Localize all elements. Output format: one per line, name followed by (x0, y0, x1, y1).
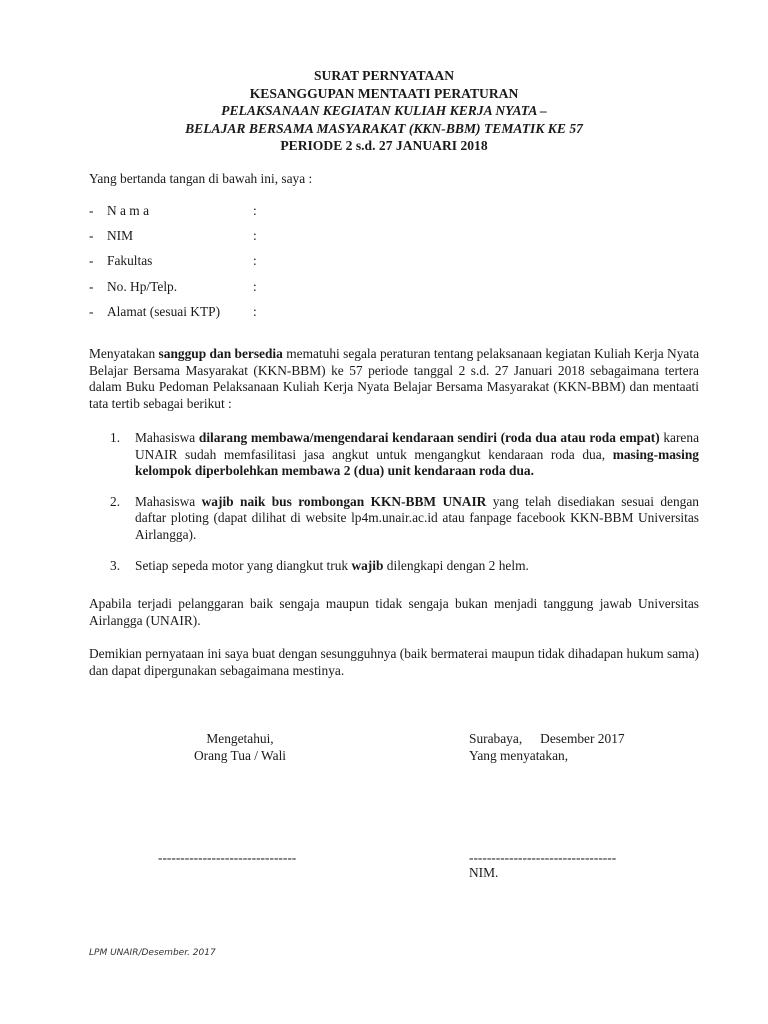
field-label: N a m a (107, 203, 150, 218)
city-label: Surabaya, (469, 731, 523, 746)
title-line-5: PERIODE 2 s.d. 27 JANUARI 2018 (280, 138, 488, 153)
field-label: No. Hp/Telp. (107, 278, 178, 294)
rule-bold: wajib (351, 557, 384, 573)
list-number: 1. (110, 430, 121, 445)
rule-text: Mahasiswa (135, 493, 202, 509)
field-colon: : (253, 253, 257, 269)
footer-text: LPM UNAIR/Desember. 2017 (89, 948, 216, 958)
field-dash: - (89, 228, 94, 244)
document-title (0, 67, 768, 155)
field-dash: - (89, 203, 94, 218)
date-label: Desember 2017 (540, 731, 625, 746)
title-line-2: KESANGGUPAN MENTAATI PERATURAN (249, 85, 519, 101)
field-dash: - (89, 303, 94, 319)
statement-lead: Menyatakan (89, 346, 159, 361)
list-item (110, 494, 699, 544)
rule-text: Mahasiswa (135, 430, 199, 445)
statement-paragraph (89, 346, 699, 412)
intro-text: Yang bertanda tangan di bawah ini, saya : (89, 171, 313, 186)
list-number: 3. (110, 557, 121, 573)
rule-bold: wajib naik bus rombongan KKN-BBM UNAIR (201, 493, 487, 509)
list-item (110, 558, 699, 575)
field-colon: : (253, 228, 257, 244)
field-label: Alamat (sesuai KTP) (107, 303, 221, 319)
title-line-3: PELAKSANAAN KEGIATAN KULIAH KERJA NYATA – (221, 103, 547, 118)
acknowledged-label: Mengetahui, (206, 731, 274, 746)
guardian-signature-line: ------------------------------- (158, 850, 297, 865)
rule-bold: masing-masing kelompok diperbolehkan membawa 2 (dua) unit kendaraan roda dua. (135, 446, 699, 479)
field-dash: - (89, 278, 94, 294)
rule-text: yang telah disediakan sesuai dengan daftar ploting (dapat dilihat di website lp4m.unair.ac.id atau fanpage facebook KKN-BBM Universitas Airlangga). (135, 493, 700, 542)
guardian-signature-block (160, 730, 320, 764)
title-line-1: SURAT PERNYATAAN (313, 68, 455, 83)
field-dash: - (89, 253, 94, 269)
title-line-4: BELAJAR BERSAMA MASYARAKAT (KKN-BBM) TEMATIK KE 57 (185, 120, 583, 136)
guardian-label: Orang Tua / Wali (193, 748, 287, 763)
rule-bold: dilarang membawa/mengendarai kendaraan sendiri (roda dua atau roda empat) (198, 430, 660, 445)
student-signature-line: --------------------------------- (469, 850, 617, 865)
closing-paragraph: Demikian pernyataan ini saya buat dengan sesungguhnya (baik bermaterai maupun tidak dihadapan hukum sama) dan dapat dipergunakan sebagaimana mestinya. (89, 646, 699, 678)
field-colon: : (253, 303, 257, 319)
statement-bold: sanggup dan bersedia (158, 346, 283, 361)
rule-text: dilengkapi dengan 2 helm. (383, 557, 529, 573)
declarant-label: Yang menyatakan, (469, 748, 569, 763)
list-number: 2. (110, 493, 121, 509)
student-signature-block (469, 730, 625, 764)
nim-label: NIM. (469, 865, 499, 880)
violation-paragraph: Apabila terjadi pelanggaran baik sengaja maupun tidak sengaja bukan menjadi tanggung jawab Universitas Airlangga (UNAIR). (89, 596, 699, 628)
rule-text: Setiap sepeda motor yang diangkut truk (135, 557, 352, 573)
field-label: Fakultas (107, 253, 153, 269)
rules-list (110, 430, 699, 588)
field-label: NIM (107, 228, 134, 244)
field-colon: : (253, 278, 257, 294)
statement-rest: mematuhi segala peraturan tentang pelaksanaan kegiatan Kuliah Kerja Nyata Belajar Bersama Masyarakat (KKN-BBM) ke 57 periode tanggal 2 s.d. 27 Januari 2018 sebagaimana tertera dalam Buku Pedoman Pelaksanaan Kuliah Kerja Nyata Belajar Bersama Masyarakat (KKN-BBM) dan mentaati tata tertib sebagai berikut : (89, 346, 700, 411)
field-colon: : (253, 203, 257, 218)
list-item (110, 430, 699, 480)
rule-text: karena UNAIR sudah memfasilitasi jasa angkut untuk mengangkut kendaraan roda dua, (135, 430, 700, 462)
